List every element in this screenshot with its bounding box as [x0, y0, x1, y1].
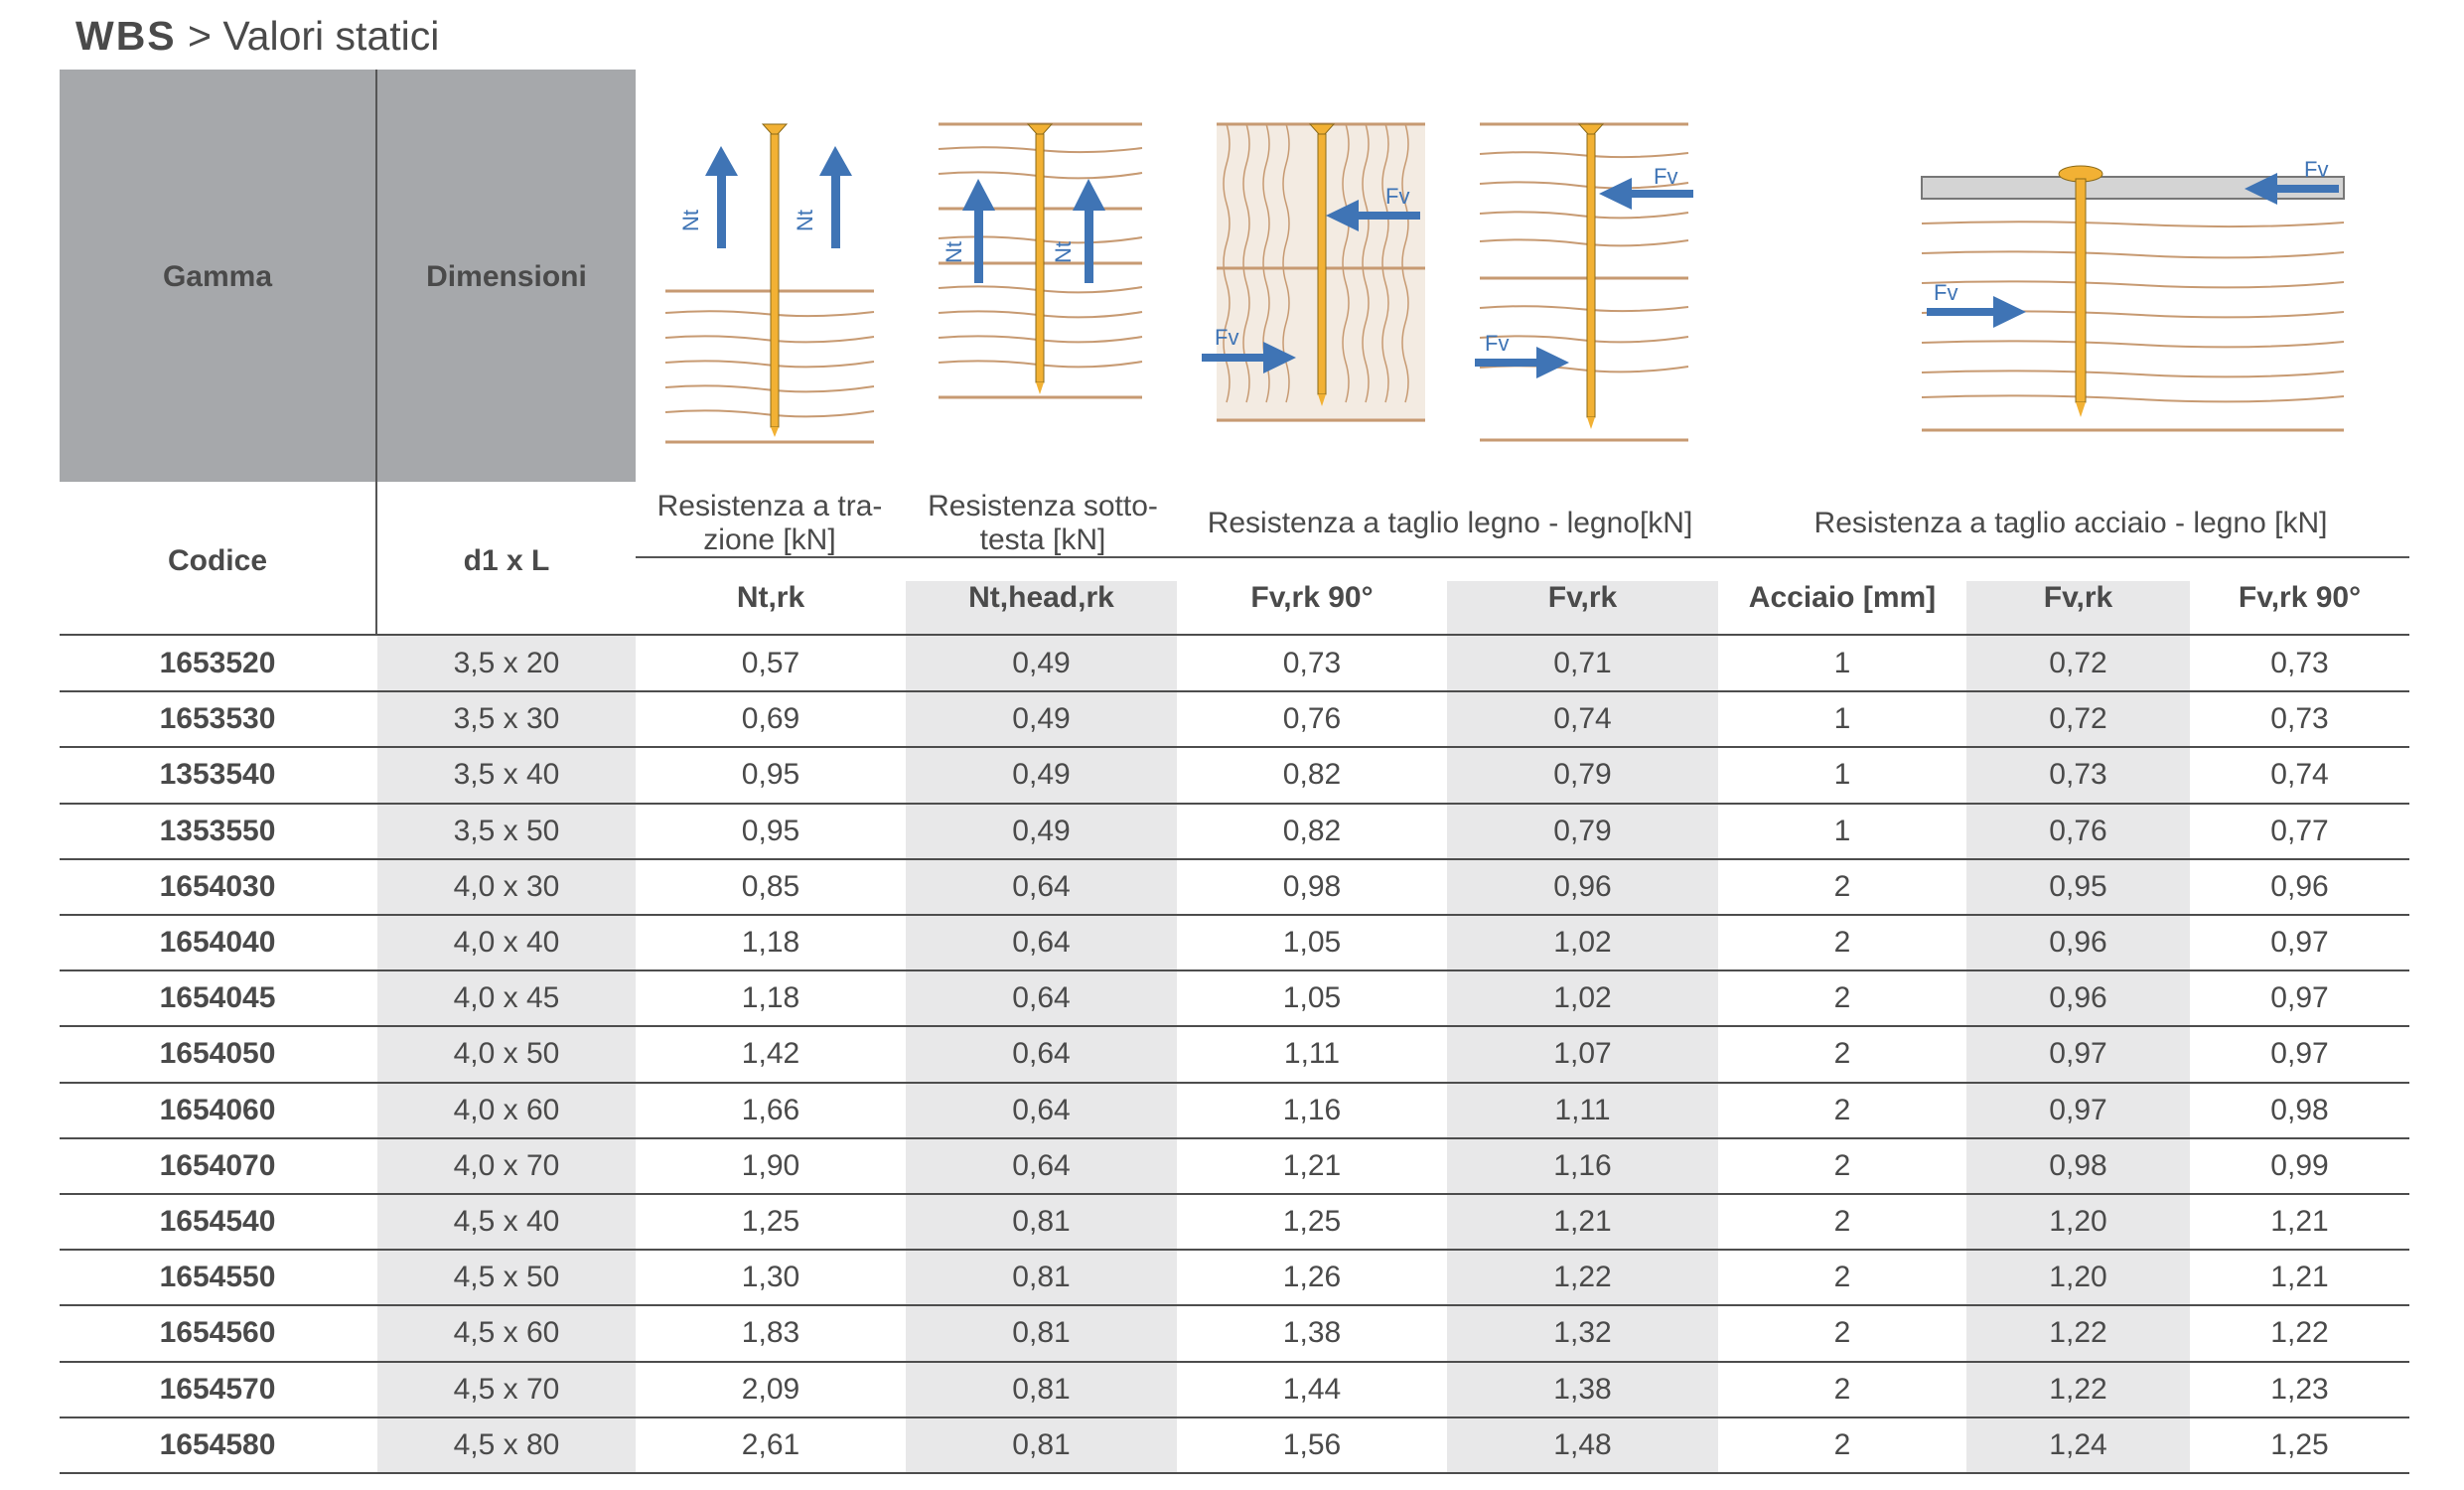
header-d1xl: d1 x L	[463, 544, 550, 577]
label-fv-2: Fv	[1215, 325, 1239, 350]
cell-acciaio: 2	[1833, 926, 1851, 959]
cell-codice: 1654060	[159, 1093, 276, 1126]
caption-taglio-legno: Resistenza a taglio legno - legno[kN]	[1207, 507, 1693, 539]
table-row	[60, 1305, 2409, 1361]
cell-codice: 1654570	[159, 1372, 276, 1406]
cell-fv-rk-steel: 0,97	[2049, 1037, 2107, 1071]
cell-dimensioni: 4,5 x 40	[453, 1205, 560, 1238]
cell-nt-head-rk: 0,81	[1012, 1316, 1071, 1350]
cell-nt-rk: 2,61	[741, 1427, 800, 1461]
cell-nt-head-rk: 0,64	[1012, 926, 1071, 959]
screw-tension-icon	[655, 94, 884, 462]
cell-codice: 1654050	[159, 1037, 276, 1071]
cell-codice: 1353540	[159, 758, 276, 792]
arrow-fv-steel-icon	[2245, 149, 2344, 209]
cell-acciaio: 1	[1833, 702, 1851, 736]
col-fv-rk-wood: Fv,rk	[1547, 581, 1618, 614]
cell-dimensioni: 4,0 x 60	[453, 1093, 560, 1126]
cell-nt-head-rk: 0,64	[1012, 981, 1071, 1015]
col-fv-rk-90-steel: Fv,rk 90°	[2238, 581, 2362, 614]
cell-fv-rk-90-steel: 0,73	[2270, 647, 2329, 679]
cell-fv-rk-90-steel: 0,77	[2270, 814, 2329, 847]
cell-fv-rk-90-steel: 1,21	[2270, 1205, 2329, 1238]
table-row	[60, 970, 2409, 1026]
cell-nt-rk: 0,57	[741, 647, 800, 679]
cell-acciaio: 2	[1833, 1316, 1851, 1350]
cell-acciaio: 1	[1833, 647, 1851, 679]
col-nt-head-rk: Nt,head,rk	[968, 581, 1114, 614]
table-row	[60, 1250, 2409, 1305]
cell-fv-rk-wood: 0,79	[1553, 758, 1612, 792]
cell-acciaio: 2	[1833, 981, 1851, 1015]
subheader-divider	[636, 556, 2409, 558]
col-acciaio: Acciaio [mm]	[1748, 581, 1937, 614]
table-row	[60, 1138, 2409, 1194]
cell-codice: 1353550	[159, 814, 276, 847]
cell-fv-rk-steel: 1,22	[2049, 1372, 2107, 1406]
cell-acciaio: 2	[1833, 1427, 1851, 1461]
cell-fv-rk-steel: 1,22	[2049, 1316, 2107, 1350]
cell-acciaio: 2	[1833, 1261, 1851, 1294]
cell-fv-rk-90-steel: 0,96	[2270, 869, 2329, 903]
cell-codice: 1653520	[159, 647, 276, 679]
header-codice: Codice	[167, 544, 268, 577]
cell-fv-rk-90-wood: 0,82	[1282, 814, 1342, 847]
cell-fv-rk-90-wood: 1,44	[1282, 1372, 1342, 1406]
table-row	[60, 691, 2409, 747]
cell-codice: 1654070	[159, 1148, 276, 1182]
cell-fv-rk-wood: 0,79	[1553, 814, 1612, 847]
cell-nt-rk: 0,69	[741, 702, 800, 736]
table-row	[60, 1194, 2409, 1250]
cell-fv-rk-90-wood: 1,21	[1282, 1148, 1342, 1182]
cell-fv-rk-90-steel: 0,98	[2270, 1093, 2329, 1126]
cell-nt-head-rk: 0,49	[1012, 758, 1071, 792]
cell-nt-rk: 1,83	[741, 1316, 800, 1350]
cell-codice: 1654540	[159, 1205, 276, 1238]
cell-fv-rk-wood: 1,22	[1553, 1261, 1612, 1294]
label-fv-5: Fv	[1934, 280, 1958, 305]
label-nt-3: Nt	[942, 241, 966, 263]
screw-shear-wood-icon	[1460, 94, 1708, 462]
screw-shear-steel-icon	[1912, 94, 2369, 442]
cell-dimensioni: 3,5 x 30	[453, 702, 560, 736]
cell-fv-rk-steel: 0,72	[2049, 702, 2107, 736]
cell-fv-rk-90-wood: 1,05	[1282, 981, 1342, 1015]
cell-fv-rk-90-wood: 1,25	[1282, 1205, 1342, 1238]
table-row	[60, 915, 2409, 970]
cell-codice: 1654560	[159, 1316, 276, 1350]
cell-fv-rk-steel: 0,72	[2049, 647, 2107, 679]
cell-fv-rk-90-steel: 1,22	[2270, 1316, 2329, 1350]
page-title	[75, 8, 439, 64]
cell-acciaio: 1	[1833, 758, 1851, 792]
cell-fv-rk-90-wood: 1,11	[1283, 1037, 1341, 1071]
cell-codice: 1654045	[159, 981, 276, 1015]
cell-fv-rk-steel: 0,73	[2049, 758, 2107, 792]
table-row	[60, 1362, 2409, 1417]
cell-acciaio: 2	[1833, 869, 1851, 903]
cell-acciaio: 2	[1833, 1205, 1851, 1238]
caption-taglio-acciaio: Resistenza a taglio acciaio - legno [kN]	[1813, 507, 2328, 539]
cell-nt-head-rk: 0,81	[1012, 1261, 1071, 1294]
cell-fv-rk-wood: 1,48	[1553, 1427, 1612, 1461]
cell-fv-rk-90-steel: 1,23	[2270, 1372, 2329, 1406]
screw-head-pullthrough-icon	[929, 94, 1147, 462]
cell-codice: 1654550	[159, 1261, 276, 1294]
cell-dimensioni: 3,5 x 40	[453, 758, 560, 792]
cell-acciaio: 2	[1833, 1037, 1851, 1071]
cell-nt-rk: 0,95	[741, 758, 800, 792]
cell-fv-rk-wood: 0,96	[1553, 869, 1612, 903]
cell-fv-rk-90-steel: 0,73	[2270, 702, 2329, 736]
cell-fv-rk-90-steel: 1,21	[2270, 1261, 2329, 1294]
cell-nt-head-rk: 0,49	[1012, 814, 1071, 847]
cell-nt-head-rk: 0,64	[1012, 1148, 1071, 1182]
cell-fv-rk-90-wood: 1,38	[1282, 1316, 1342, 1350]
cell-fv-rk-steel: 0,96	[2049, 926, 2107, 959]
label-nt-2: Nt	[793, 210, 817, 231]
cell-fv-rk-90-wood: 0,76	[1282, 702, 1342, 736]
cell-fv-rk-steel: 0,95	[2049, 869, 2107, 903]
cell-fv-rk-90-steel: 0,97	[2270, 926, 2329, 959]
cell-fv-rk-wood: 0,74	[1553, 702, 1612, 736]
cell-fv-rk-wood: 1,02	[1553, 926, 1612, 959]
cell-nt-rk: 1,66	[741, 1093, 800, 1126]
cell-fv-rk-steel: 0,97	[2049, 1093, 2107, 1126]
table-row	[60, 1026, 2409, 1082]
cell-dimensioni: 4,0 x 50	[453, 1037, 560, 1071]
cell-fv-rk-wood: 1,07	[1553, 1037, 1612, 1071]
cell-dimensioni: 3,5 x 50	[453, 814, 560, 847]
cell-nt-head-rk: 0,81	[1012, 1427, 1071, 1461]
cell-nt-head-rk: 0,81	[1012, 1205, 1071, 1238]
cell-dimensioni: 4,0 x 70	[453, 1148, 560, 1182]
cell-acciaio: 2	[1833, 1148, 1851, 1182]
cell-nt-rk: 0,85	[741, 869, 800, 903]
cell-dimensioni: 4,5 x 60	[453, 1316, 560, 1350]
cell-nt-rk: 1,18	[741, 981, 800, 1015]
cell-codice: 1653530	[159, 702, 276, 736]
label-nt-4: Nt	[1051, 241, 1076, 263]
cell-dimensioni: 4,5 x 50	[453, 1261, 560, 1294]
cell-nt-rk: 2,09	[741, 1372, 800, 1406]
cell-fv-rk-wood: 1,02	[1553, 981, 1612, 1015]
title-section: > Valori statici	[176, 13, 440, 59]
cell-acciaio: 1	[1833, 814, 1851, 847]
cell-fv-rk-90-wood: 1,56	[1282, 1427, 1342, 1461]
cell-fv-rk-steel: 1,20	[2049, 1205, 2107, 1238]
table-row	[60, 1417, 2409, 1473]
cell-fv-rk-wood: 1,11	[1554, 1093, 1611, 1126]
cell-nt-rk: 1,30	[741, 1261, 800, 1294]
cell-acciaio: 2	[1833, 1372, 1851, 1406]
caption-sottotesta: Resistenza sotto- testa [kN]	[928, 490, 1158, 556]
cell-fv-rk-wood: 0,71	[1553, 647, 1612, 679]
cell-nt-head-rk: 0,49	[1012, 702, 1071, 736]
cell-fv-rk-wood: 1,16	[1553, 1148, 1612, 1182]
cell-fv-rk-steel: 1,20	[2049, 1261, 2107, 1294]
cell-nt-rk: 0,95	[741, 814, 800, 847]
cell-dimensioni: 3,5 x 20	[453, 647, 560, 679]
header-gamma: Gamma	[162, 260, 273, 293]
cell-fv-rk-90-wood: 1,05	[1282, 926, 1342, 959]
cell-fv-rk-90-wood: 1,16	[1282, 1093, 1342, 1126]
cell-fv-rk-wood: 1,32	[1553, 1316, 1612, 1350]
col-nt-rk: Nt,rk	[736, 581, 805, 614]
table-row	[60, 859, 2409, 915]
row-divider	[60, 1472, 2409, 1474]
cell-nt-head-rk: 0,81	[1012, 1372, 1071, 1406]
cell-nt-rk: 1,18	[741, 926, 800, 959]
cell-fv-rk-90-steel: 0,97	[2270, 981, 2329, 1015]
cell-dimensioni: 4,5 x 70	[453, 1372, 560, 1406]
cell-fv-rk-steel: 0,76	[2049, 814, 2107, 847]
cell-codice: 1654580	[159, 1427, 276, 1461]
title-product: WBS	[75, 13, 177, 59]
cell-nt-head-rk: 0,64	[1012, 869, 1071, 903]
label-nt-1: Nt	[678, 210, 703, 231]
cell-nt-head-rk: 0,64	[1012, 1093, 1071, 1126]
cell-fv-rk-90-steel: 0,99	[2270, 1148, 2329, 1182]
cell-fv-rk-90-wood: 1,26	[1282, 1261, 1342, 1294]
label-fv-6: Fv	[2304, 157, 2329, 182]
caption-trazione: Resistenza a tra- zione [kN]	[656, 490, 883, 556]
cell-acciaio: 2	[1833, 1093, 1851, 1126]
col-fv-rk-90-wood: Fv,rk 90°	[1250, 581, 1374, 614]
cell-fv-rk-90-wood: 0,73	[1282, 647, 1342, 679]
cell-fv-rk-steel: 0,98	[2049, 1148, 2107, 1182]
cell-fv-rk-steel: 0,96	[2049, 981, 2107, 1015]
cell-fv-rk-90-wood: 0,82	[1282, 758, 1342, 792]
cell-dimensioni: 4,0 x 40	[453, 926, 560, 959]
cell-codice: 1654030	[159, 869, 276, 903]
cell-dimensioni: 4,5 x 80	[453, 1427, 560, 1461]
cell-fv-rk-steel: 1,24	[2049, 1427, 2107, 1461]
cell-fv-rk-90-steel: 1,25	[2270, 1427, 2329, 1461]
cell-fv-rk-wood: 1,21	[1553, 1205, 1612, 1238]
table-row	[60, 804, 2409, 859]
cell-dimensioni: 4,0 x 30	[453, 869, 560, 903]
label-fv-3: Fv	[1654, 164, 1678, 189]
header-dimensioni: Dimensioni	[426, 260, 587, 293]
cell-fv-rk-wood: 1,38	[1553, 1372, 1612, 1406]
table-row	[60, 636, 2409, 691]
col-fv-rk-steel: Fv,rk	[2043, 581, 2113, 614]
cell-nt-head-rk: 0,49	[1012, 647, 1071, 679]
table-row	[60, 1083, 2409, 1138]
cell-dimensioni: 4,0 x 45	[453, 981, 560, 1015]
cell-codice: 1654040	[159, 926, 276, 959]
cell-nt-head-rk: 0,64	[1012, 1037, 1071, 1071]
label-fv-1: Fv	[1385, 184, 1410, 209]
cell-fv-rk-90-steel: 0,74	[2270, 758, 2329, 792]
cell-fv-rk-90-steel: 0,97	[2270, 1037, 2329, 1071]
cell-nt-rk: 1,42	[741, 1037, 800, 1071]
cell-nt-rk: 1,90	[741, 1148, 800, 1182]
screw-shear-wood-90-icon	[1197, 94, 1435, 442]
label-fv-4: Fv	[1485, 331, 1510, 356]
table-row	[60, 747, 2409, 803]
cell-fv-rk-90-wood: 0,98	[1282, 869, 1342, 903]
cell-nt-rk: 1,25	[741, 1205, 800, 1238]
